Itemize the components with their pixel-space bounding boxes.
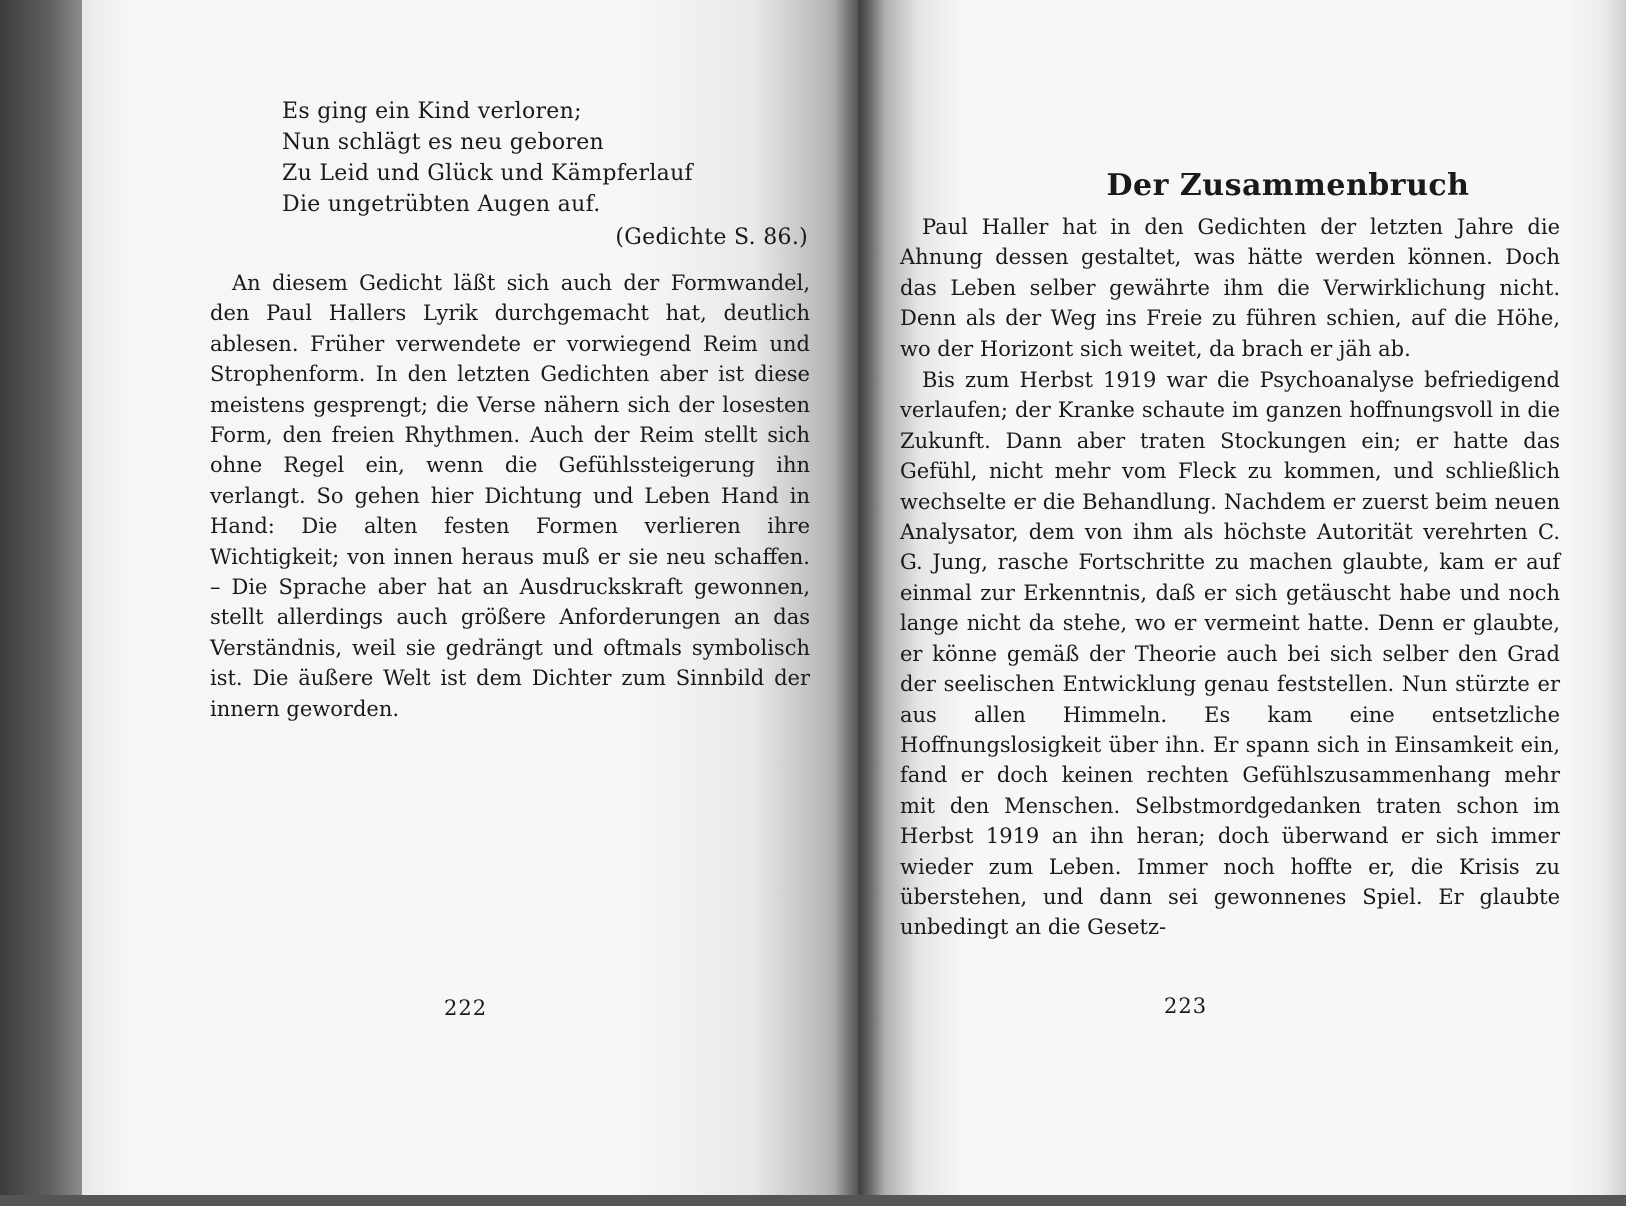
- gutter-shadow: [835, 0, 885, 1206]
- paragraph: Paul Haller hat in den Gedichten der letzten Jahre die Ahnung dessen gestaltet, was hätte werden können. Doch das Leben selber gewährte ihm die Verwirklichung nicht. Denn als der Weg ins Freie zu führen schien, auf die Höhe, wo der Horizont sich weitet, da brach er jäh ab.: [900, 215, 1560, 361]
- poem-line: Die ungetrübten Augen auf.: [282, 192, 601, 217]
- right-page: [858, 0, 1626, 1195]
- scanner-bottom-edge: [0, 1195, 1626, 1206]
- poem-line: Zu Leid und Glück und Kämpferlauf: [282, 161, 693, 186]
- poem-block: [282, 96, 822, 253]
- chapter-title: Der Zusammenbruch: [1106, 168, 1470, 203]
- left-body-text: [210, 268, 810, 724]
- right-body-text: [900, 212, 1560, 943]
- left-page: [82, 0, 862, 1195]
- paragraph: An diesem Gedicht läßt sich auch der Formwandel, den Paul Hallers Lyrik durchgemacht hat, deutlich ablesen. Früher verwendete er vorwiegend Reim und Strophenform. In den letzten Gedichten aber ist diese meistens gesprengt; die Verse nähern sich der losesten Form, den freien Rhythmen. Auch der Reim stellt sich ohne Regel ein, wenn die Gefühlssteigerung ihn verlangt. So gehen hier Dichtung und Leben Hand in Hand: Die alten festen Formen verlieren ihre Wichtigkeit; von innen heraus muß er sie neu schaffen. – Die Sprache aber hat an Ausdruckskraft gewonnen, stellt allerdings auch größere Anforderungen an das Verständnis, weil sie gedrängt und oftmals symbolisch ist. Die äußere Welt ist dem Dichter zum Sinnbild der innern geworden.: [210, 271, 810, 721]
- poem-line: Nun schlägt es neu geboren: [282, 130, 605, 155]
- page-number-right: 223: [1164, 994, 1208, 1018]
- scanner-left-edge: [0, 0, 82, 1206]
- page-number-left: 222: [444, 996, 488, 1020]
- paragraph: Bis zum Herbst 1919 war die Psychoanalyse befriedigend verlaufen; der Kranke schaute im ganzen hoffnungsvoll in die Zukunft. Dann aber traten Stockungen ein; er hatte das Gefühl, nicht mehr vom Fleck zu kommen, und schließlich wechselte er die Behandlung. Nachdem er zuerst beim neuen Analysator, dem von ihm als höchste Autorität verehrten C. G. Jung, rasche Fortschritte zu machen glaubte, kam er auf einmal zur Erkenntnis, daß er sich getäuscht habe und noch lange nicht da stehe, wo er vermeint hatte. Denn er glaubte, er könne gemäß der Theorie auch bei sich selber den Grad der seelischen Entwicklung genau feststellen. Nun stürzte er aus allen Himmeln. Es kam eine entsetzliche Hoffnungslosigkeit über ihn. Er spann sich in Einsamkeit ein, fand er doch keinen rechten Gefühlszusammenhang mehr mit den Menschen. Selbstmordgedanken traten schon im Herbst 1919 an ihn heran; doch überwand er sich immer wieder zum Leben. Immer noch hoffte er, die Krisis zu überstehen, und dann sei gewonnenes Spiel. Er glaubte unbedingt an die Gesetz-: [900, 368, 1560, 940]
- poem-source: (Gedichte S. 86.): [615, 225, 808, 250]
- poem-line: Es ging ein Kind verloren;: [282, 99, 582, 124]
